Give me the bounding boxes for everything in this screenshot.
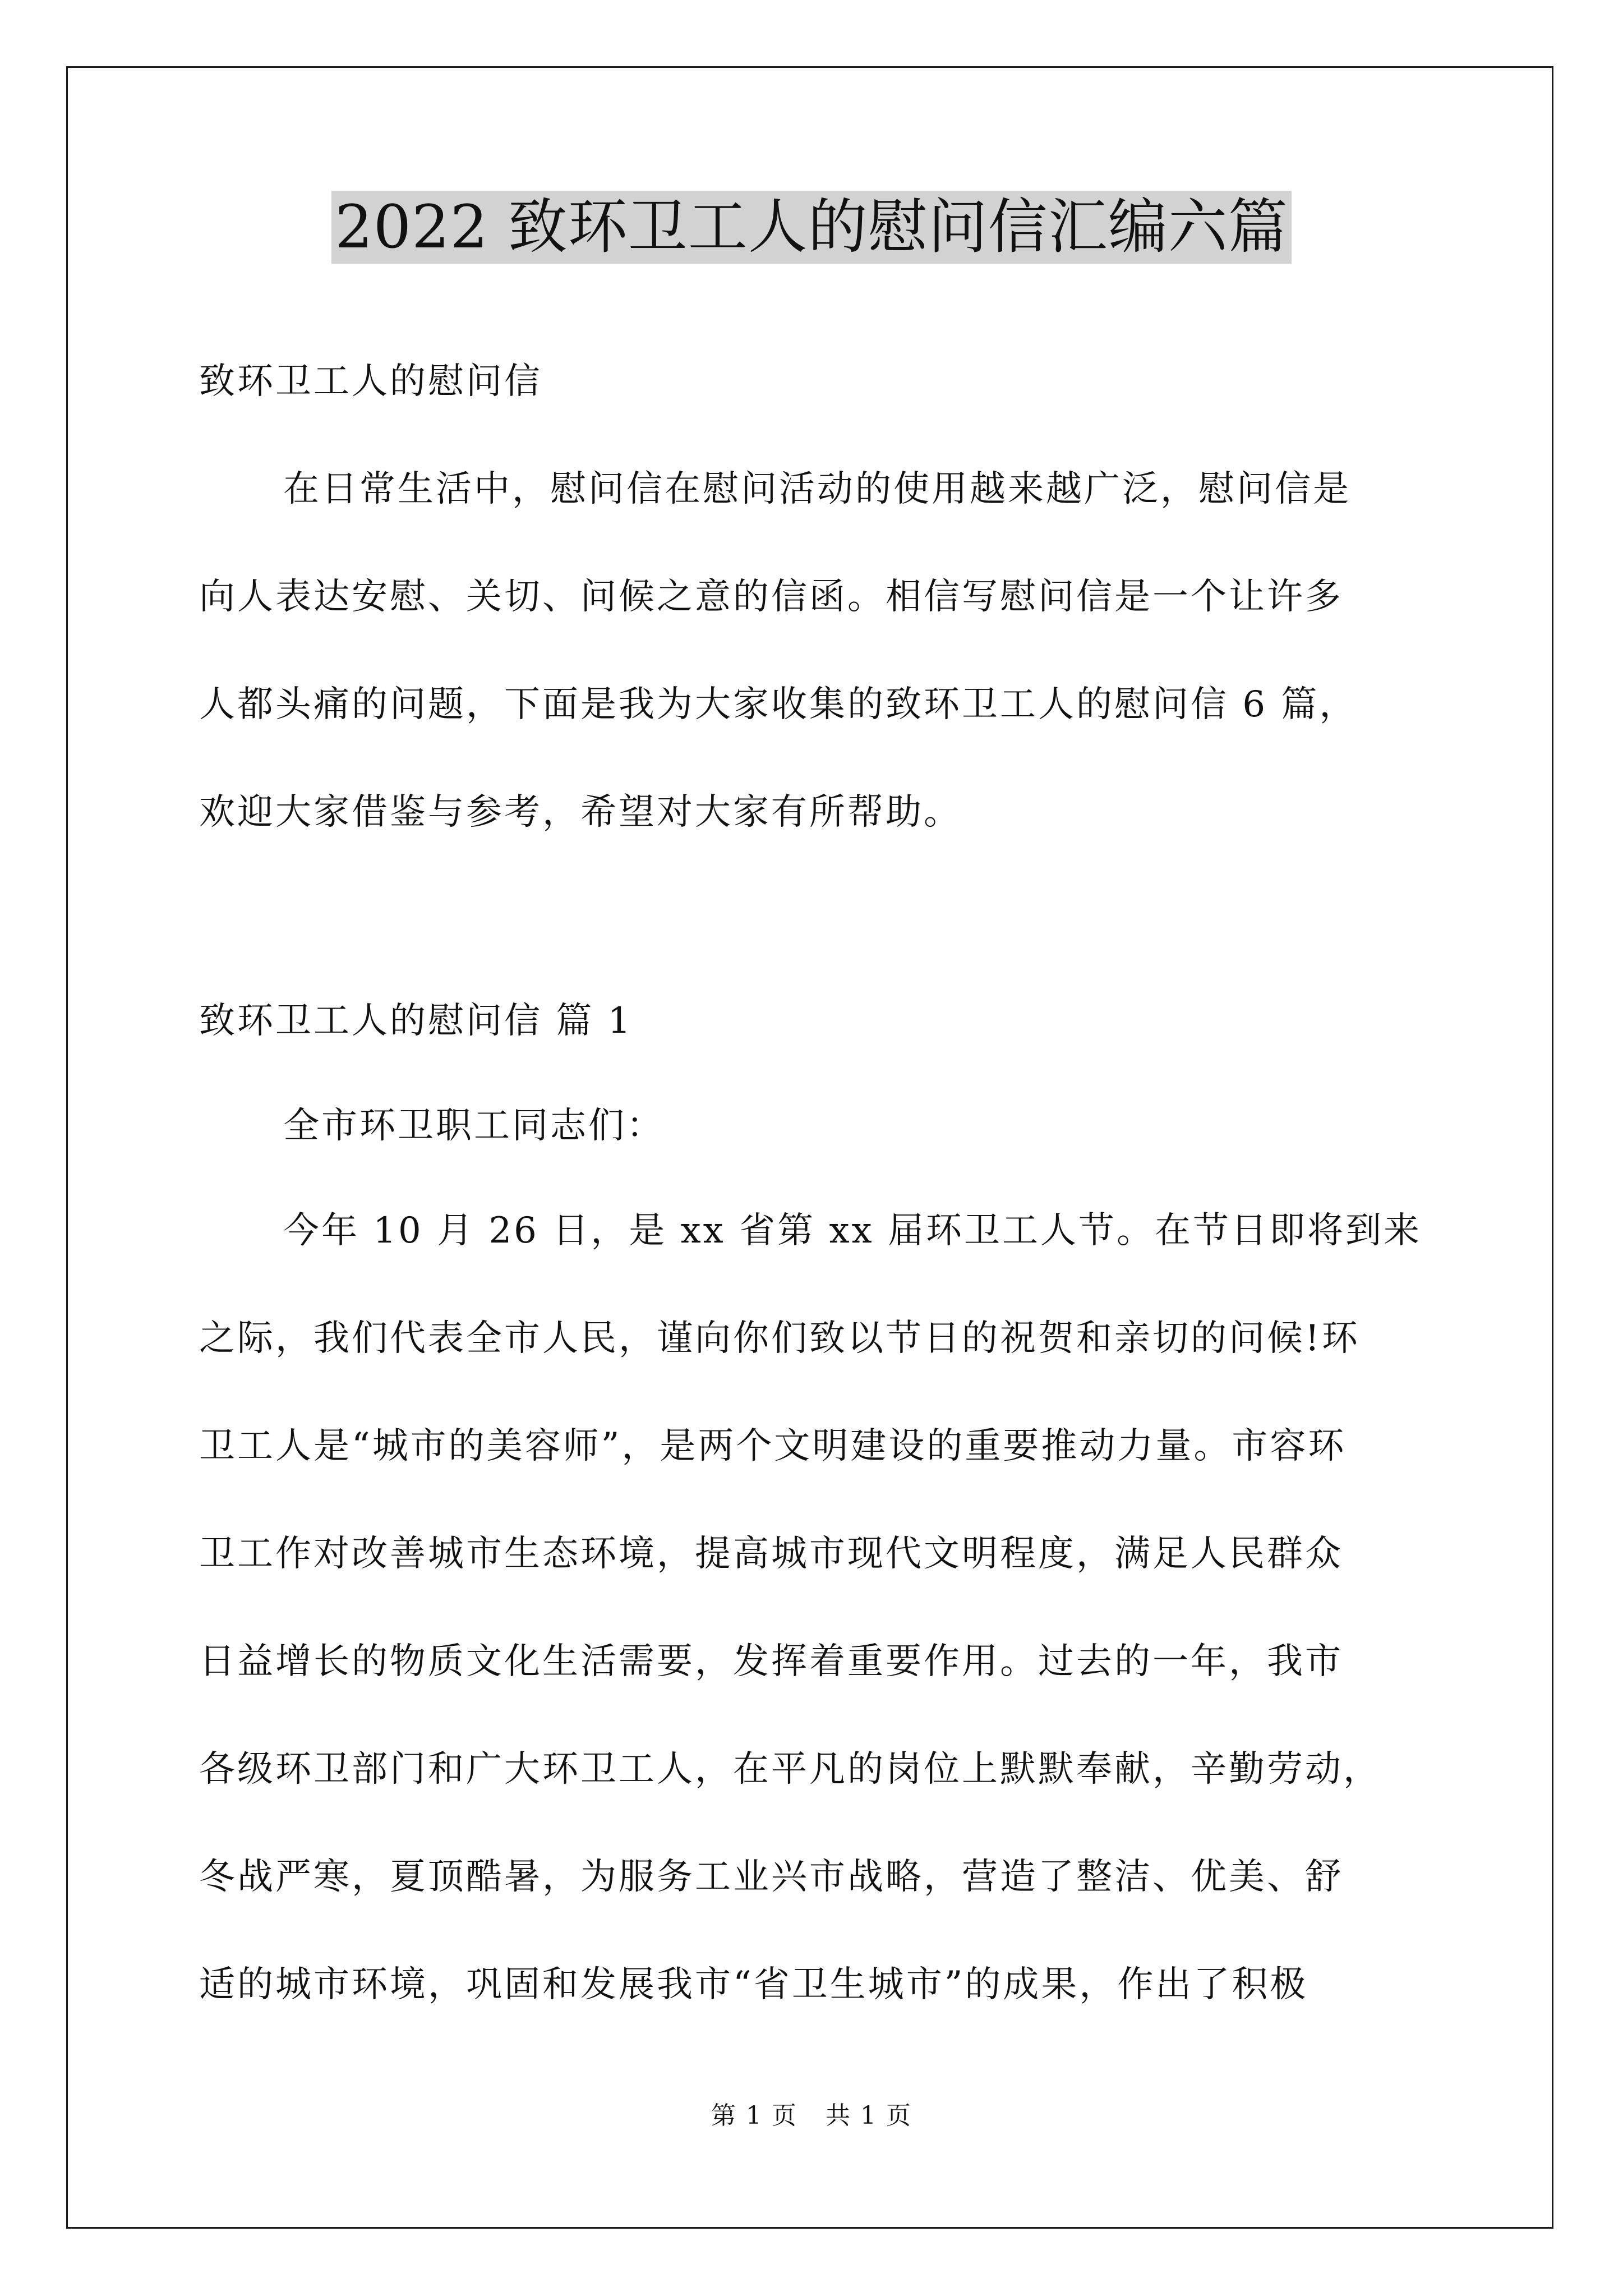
page-total: 共 1 页 (826, 2101, 912, 2130)
page-number: 第 1 页 (711, 2101, 797, 2130)
page-footer (0, 2095, 1623, 2131)
body-line: 卫工作对改善城市生态环境，提高城市现代文明程度，满足人民群众 (199, 1533, 1343, 1575)
body-line: 日益增长的物质文化生活需要，发挥着重要作用。过去的一年，我市 (199, 1641, 1343, 1682)
document-title: 2022 致环卫工人的慰问信汇编六篇 (331, 191, 1291, 264)
article-heading: 致环卫工人的慰问信 篇 1 (199, 1000, 633, 1042)
intro-line: 在日常生活中，慰问信在慰问活动的使用越来越广泛，慰问信是 (283, 468, 1351, 510)
body-line: 卫工人是“城市的美容师”，是两个文明建设的重要推动力量。市容环 (199, 1425, 1347, 1467)
salutation: 全市环卫职工同志们： (283, 1105, 665, 1147)
title-container (0, 191, 1623, 264)
intro-line: 欢迎大家借鉴与参考，希望对大家有所帮助。 (199, 792, 962, 833)
section-heading: 致环卫工人的慰问信 (199, 361, 542, 402)
body-line: 今年 10 月 26 日，是 xx 省第 xx 届环卫工人节。在节日即将到来 (283, 1210, 1422, 1251)
body-line: 适的城市环境，巩固和发展我市“省卫生城市”的成果，作出了积极 (199, 1964, 1308, 2005)
intro-line: 向人表达安慰、关切、问候之意的信函。相信写慰问信是一个让许多 (199, 576, 1343, 618)
body-line: 冬战严寒，夏顶酷暑，为服务工业兴市战略，营造了整洁、优美、舒 (199, 1856, 1343, 1898)
intro-line: 人都头痛的问题，下面是我为大家收集的致环卫工人的慰问信 6 篇， (199, 684, 1358, 725)
body-line: 各级环卫部门和广大环卫工人，在平凡的岗位上默默奉献，辛勤劳动， (199, 1749, 1381, 1790)
body-line: 之际，我们代表全市人民，谨向你们致以节日的祝贺和亲切的问候!环 (199, 1318, 1360, 1359)
